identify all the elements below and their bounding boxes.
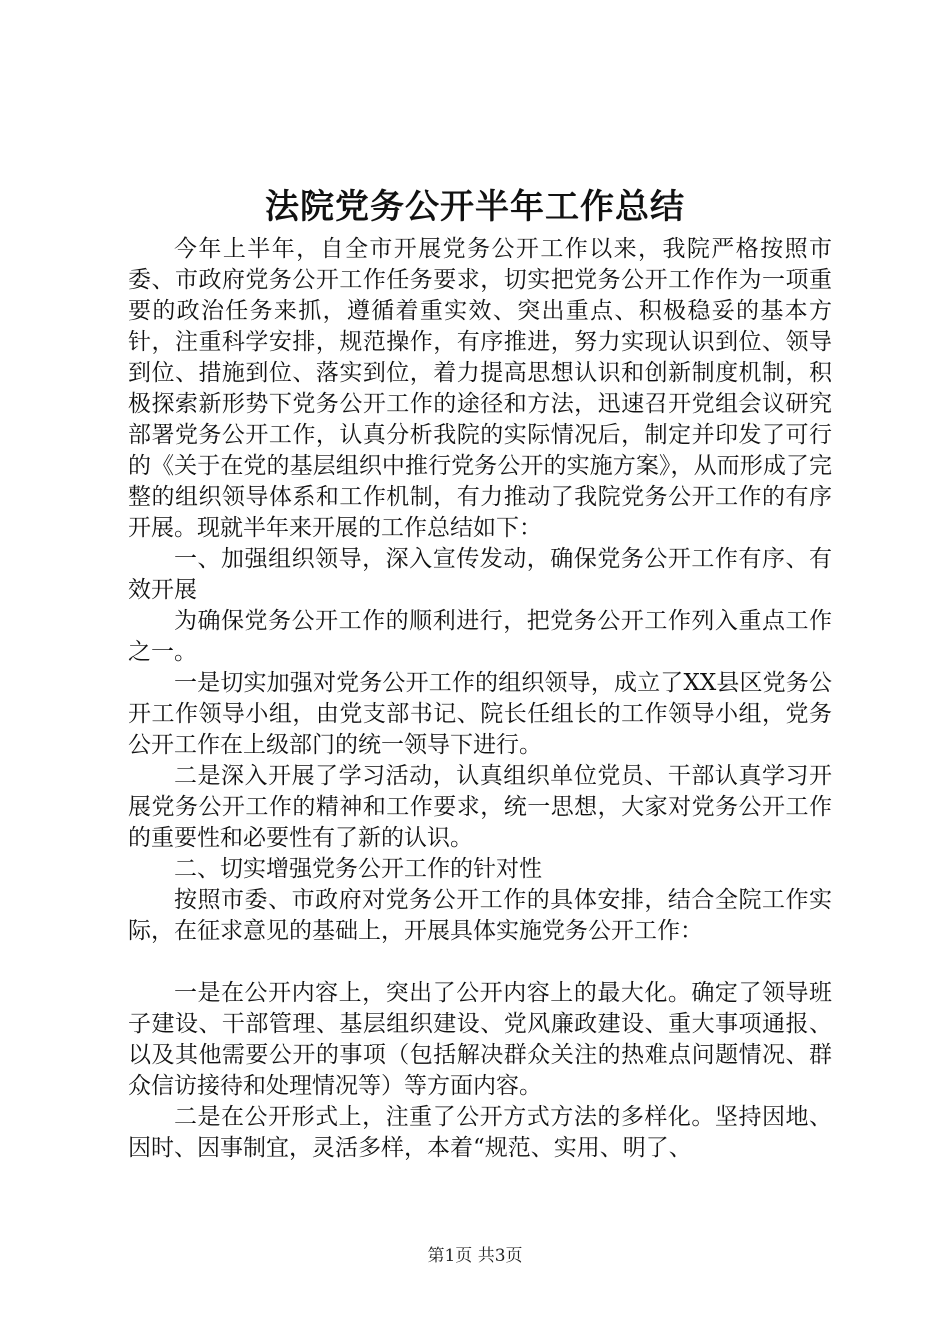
- paragraph: 为确保党务公开工作的顺利进行，把党务公开工作列入重点工作之一。: [128, 608, 832, 665]
- paragraph: 二是深入开展了学习活动，认真组织单位党员、干部认真学习开展党务公开工作的精神和工作要求，统一思想，大家对党务公开工作的重要性和必要性有了新的认识。: [128, 763, 832, 851]
- document-title: 法院党务公开半年工作总结: [265, 187, 685, 227]
- document-body: [128, 234, 832, 1164]
- section-heading-2: 二、切实增强党务公开工作的针对性: [174, 856, 542, 882]
- paragraph-intro: 今年上半年，自全市开展党务公开工作以来，我院严格按照市委、市政府党务公开工作任务要求，切实把党务公开工作作为一项重要的政治任务来抓，遵循着重实效、突出重点、积极稳妥的基本方针，注重科学安排，规范操作，有序推进，努力实现认识到位、领导到位、措施到位、落实到位，着力提高思想认识和创新制度机制，积极探索新形势下党务公开工作的途径和方法，迅速召开党组会议研究部署党务公开工作，认真分析我院的实际情况后，制定并印发了可行的《关于在党的基层组织中推行党务公开的实施方案》，从而形成了完整的组织领导体系和工作机制，有力推动了我院党务公开工作的有序开展。现就半年来开展的工作总结如下：: [128, 236, 832, 541]
- paragraph: 按照市委、市政府对党务公开工作的具体安排，结合全院工作实际，在征求意见的基础上，开展具体实施党务公开工作：: [128, 887, 832, 944]
- paragraph: 二是在公开形式上，注重了公开方式方法的多样化。坚持因地、因时、因事制宜，灵活多样，本着“规范、实用、明了、: [128, 1104, 832, 1161]
- page-number-footer: 第1页 共3页: [427, 1246, 523, 1266]
- section-heading-1: 一、加强组织领导，深入宣传发动，确保党务公开工作有序、有效开展: [128, 546, 832, 603]
- paragraph: 一是在公开内容上，突出了公开内容上的最大化。确定了领导班子建设、干部管理、基层组织建设、党风廉政建设、重大事项通报、以及其他需要公开的事项（包括解决群众关注的热难点问题情况、群众信访接待和处理情况等）等方面内容。: [128, 980, 832, 1099]
- blank-line: [128, 947, 832, 978]
- paragraph: 一是切实加强对党务公开工作的组织领导，成立了XX县区党务公开工作领导小组，由党支部书记、院长任组长的工作领导小组，党务公开工作在上级部门的统一领导下进行。: [128, 670, 832, 758]
